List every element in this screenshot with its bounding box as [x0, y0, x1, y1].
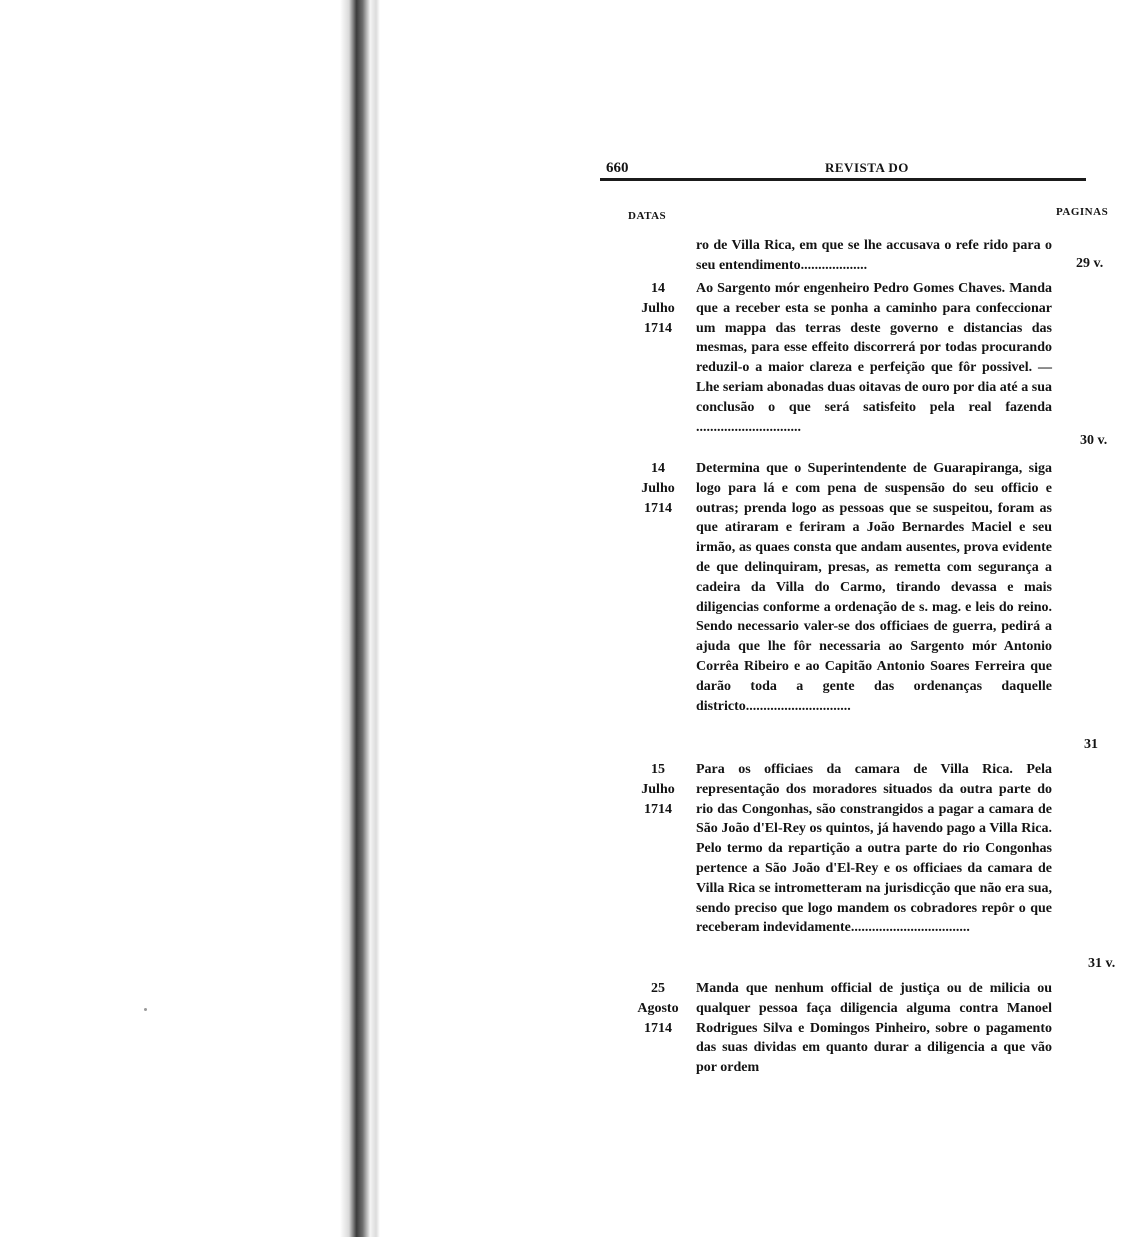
entry-date-month: Agosto — [637, 1001, 679, 1016]
entry-page-ref: 30 v. — [1080, 433, 1108, 448]
entry-date-year: 1714 — [644, 802, 672, 817]
entry-date-year: 1714 — [644, 501, 672, 516]
dates-column-heading: DATAS — [628, 210, 667, 222]
header-rule — [600, 178, 1086, 181]
entry-text: Manda que nenhum official de justiça ou de milicia ou qualquer pessoa faça diligencia alguma contra Manoel Rodrigues Silva e Domingos Pinheiro, sobre o pagamento das suas dividas em quanto durar a diligencia a que vão por ordem — [696, 981, 1052, 1076]
entry-date-day: 14 — [651, 281, 665, 296]
entry-date-year: 1714 — [644, 1021, 672, 1036]
book-gutter-shadow — [340, 0, 370, 1237]
entry-date — [618, 760, 698, 820]
entry-text: ro de Villa Rica, em que se lhe accusava o refe rido para o seu entendimento................... — [696, 238, 1052, 273]
entry-date-month: Julho — [641, 782, 675, 797]
entry-date — [618, 279, 698, 339]
entry-date-year: 1714 — [644, 321, 672, 336]
pages-column-heading: PAGINAS — [1056, 206, 1109, 218]
entry-date-day: 15 — [651, 762, 665, 777]
entry-date — [618, 979, 698, 1039]
entry-page-ref: 29 v. — [1076, 256, 1104, 271]
scan-speck — [144, 1008, 147, 1011]
book-gutter-edge — [370, 0, 380, 1237]
entry-page-ref: 31 — [1084, 737, 1098, 752]
entry-date — [618, 459, 698, 519]
entry-date-month: Julho — [641, 301, 675, 316]
entry-date-day: 25 — [651, 981, 665, 996]
entry-date-month: Julho — [641, 481, 675, 496]
entry-date-day: 14 — [651, 461, 665, 476]
running-title: REVISTA DO — [825, 160, 909, 175]
entry-text: Para os officiaes da camara de Villa Rica. Pela representação dos moradores situados da outra parte do rio das Congonhas, são constrangidos a pagar a camara de São João d'El-Rey os quintos, já havendo pago a Villa Rica. Pelo termo da repartição a outra parte do rio Congonhas pertence a São João d'El-Rey e os officiaes da camara de Villa Rica se intrometteram na jurisdicção que não era sua, sendo preciso que logo mandem os cobradores repôr o que receberam indevidamente.................................. — [696, 762, 1052, 936]
page-number: 660 — [606, 160, 629, 176]
entry-page-ref: 31 v. — [1088, 956, 1116, 971]
entry-text: Ao Sargento mór engenheiro Pedro Gomes Chaves. Manda que a receber esta se ponha a caminho para confeccionar um mappa das terras deste governo e distancias das mesmas, para esse effeito discorrerá por todas procurando reduzil-o a maior clareza e perfeição que fôr possivel. —Lhe seriam abonadas duas oitavas de ouro por dia até a sua conclusão o que será satisfeito pela real fazenda .............................. — [696, 281, 1052, 435]
document-page — [600, 150, 1136, 1080]
entry-text: Determina que o Superintendente de Guarapiranga, siga logo para lá e com pena de suspensão do seu officio e outras; prenda logo as pessoas que se suspeitou, foram as que atiraram e feriram a João Bernardes Maciel e seu irmão, as quaes consta que andam ausentes, prova evidente de que delinquiram, presas, as remetta com segurança a cadeira da Villa do Carmo, tirando devassa e mais diligencias conforme a ordenação de s. mag. e leis do reino. Sendo necessario valer-se dos officiaes de guerra, pedirá a ajuda que lhe fôr necessaria ao Sargento mór Antonio Corrêa Ribeiro e ao Capitão Antonio Soares Ferreira que darão toda a gente das ordenanças daquelle districto.............................. — [696, 461, 1052, 714]
